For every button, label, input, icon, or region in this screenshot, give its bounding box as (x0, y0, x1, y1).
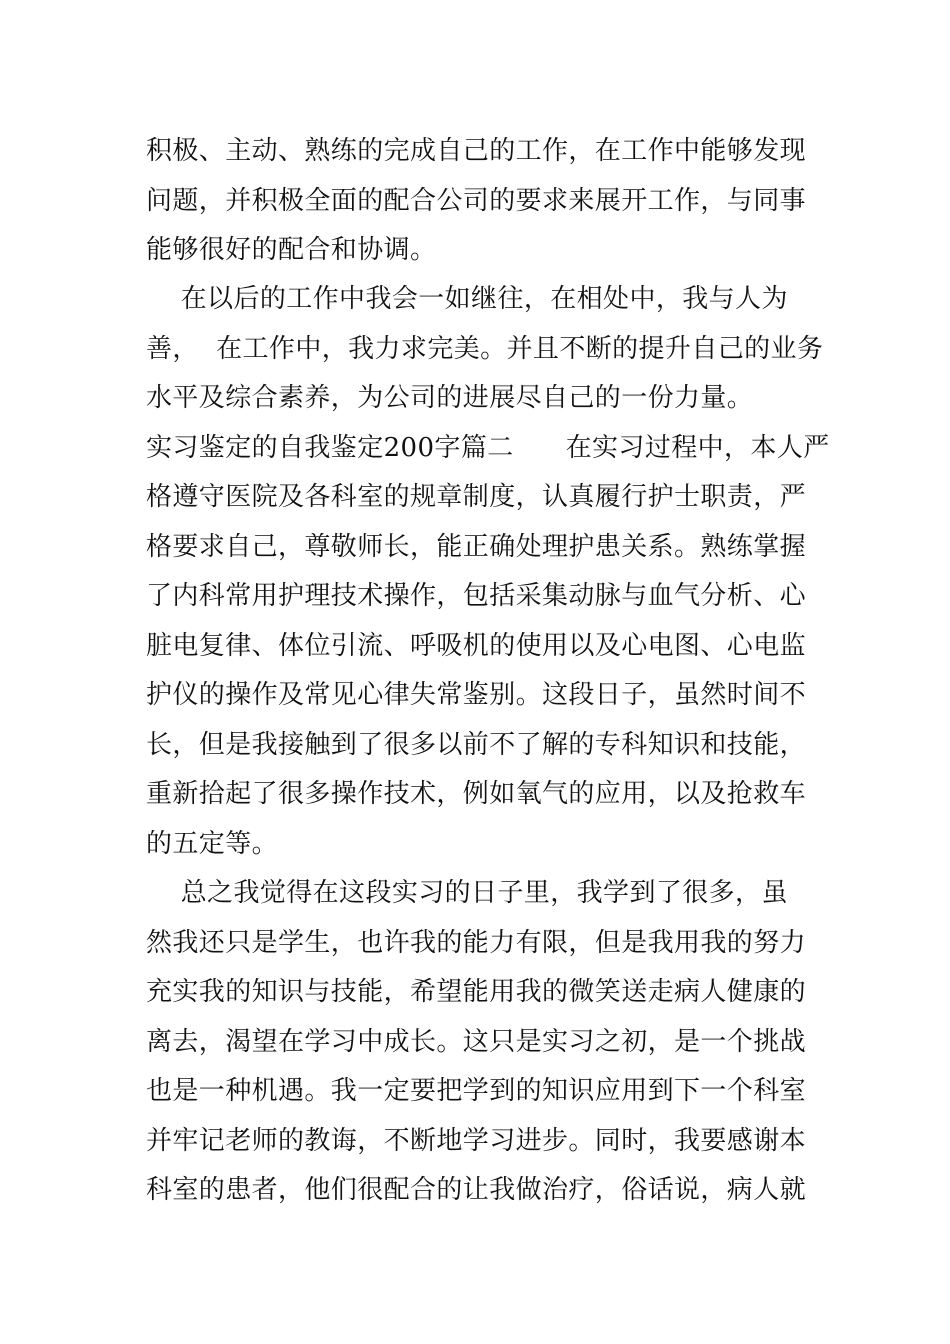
section-heading-line: 实习鉴定的自我鉴定200字篇二 在实习过程中，本人严 (146, 433, 830, 463)
text-line: 离去，渴望在学习中成长。这只是实习之初，是一个挑战 (146, 1027, 807, 1057)
text-line: 能够很好的配合和协调。 (146, 235, 437, 265)
text-line: 脏电复律、体位引流、呼吸机的使用以及心电图、心电监 (146, 631, 807, 661)
text-line: 充实我的知识与技能，希望能用我的微笑送走病人健康的 (146, 977, 807, 1007)
text-line: 护仪的操作及常见心律失常鉴别。这段日子，虽然时间不 (146, 680, 807, 710)
text-line: 格要求自己，尊敬师长，能正确处理护患关系。熟练掌握 (146, 532, 807, 562)
text-line: 总之我觉得在这段实习的日子里，我学到了很多，虽 (146, 878, 788, 908)
text-line: 积极、主动、熟练的完成自己的工作，在工作中能够发现 (146, 136, 807, 166)
text-line: 善， 在工作中，我力求完美。并且不断的提升自己的业务 (146, 334, 824, 364)
text-line: 然我还只是学生，也许我的能力有限，但是我用我的努力 (146, 928, 807, 958)
text-line: 了内科常用护理技术操作，包括采集动脉与血气分析、心 (146, 581, 807, 611)
text-line: 也是一种机遇。我一定要把学到的知识应用到下一个科室 (146, 1076, 807, 1106)
text-line: 长，但是我接触到了很多以前不了解的专科知识和技能， (146, 730, 807, 760)
text-line: 的五定等。 (146, 829, 279, 859)
text-line: 重新拾起了很多操作技术，例如氧气的应用，以及抢救车 (146, 779, 807, 809)
text-line: 科室的患者，他们很配合的让我做治疗，俗话说，病人就 (146, 1175, 807, 1205)
text-line: 并牢记老师的教诲，不断地学习进步。同时，我要感谢本 (146, 1126, 807, 1156)
text-line: 水平及综合素养，为公司的进展尽自己的一份力量。 (146, 383, 754, 413)
text-line: 在以后的工作中我会一如继往，在相处中，我与人为 (146, 284, 788, 314)
text-line: 格遵守医院及各科室的规章制度，认真履行护士职责，严 (146, 482, 807, 512)
text-line: 问题，并积极全面的配合公司的要求来展开工作，与同事 (146, 186, 807, 216)
